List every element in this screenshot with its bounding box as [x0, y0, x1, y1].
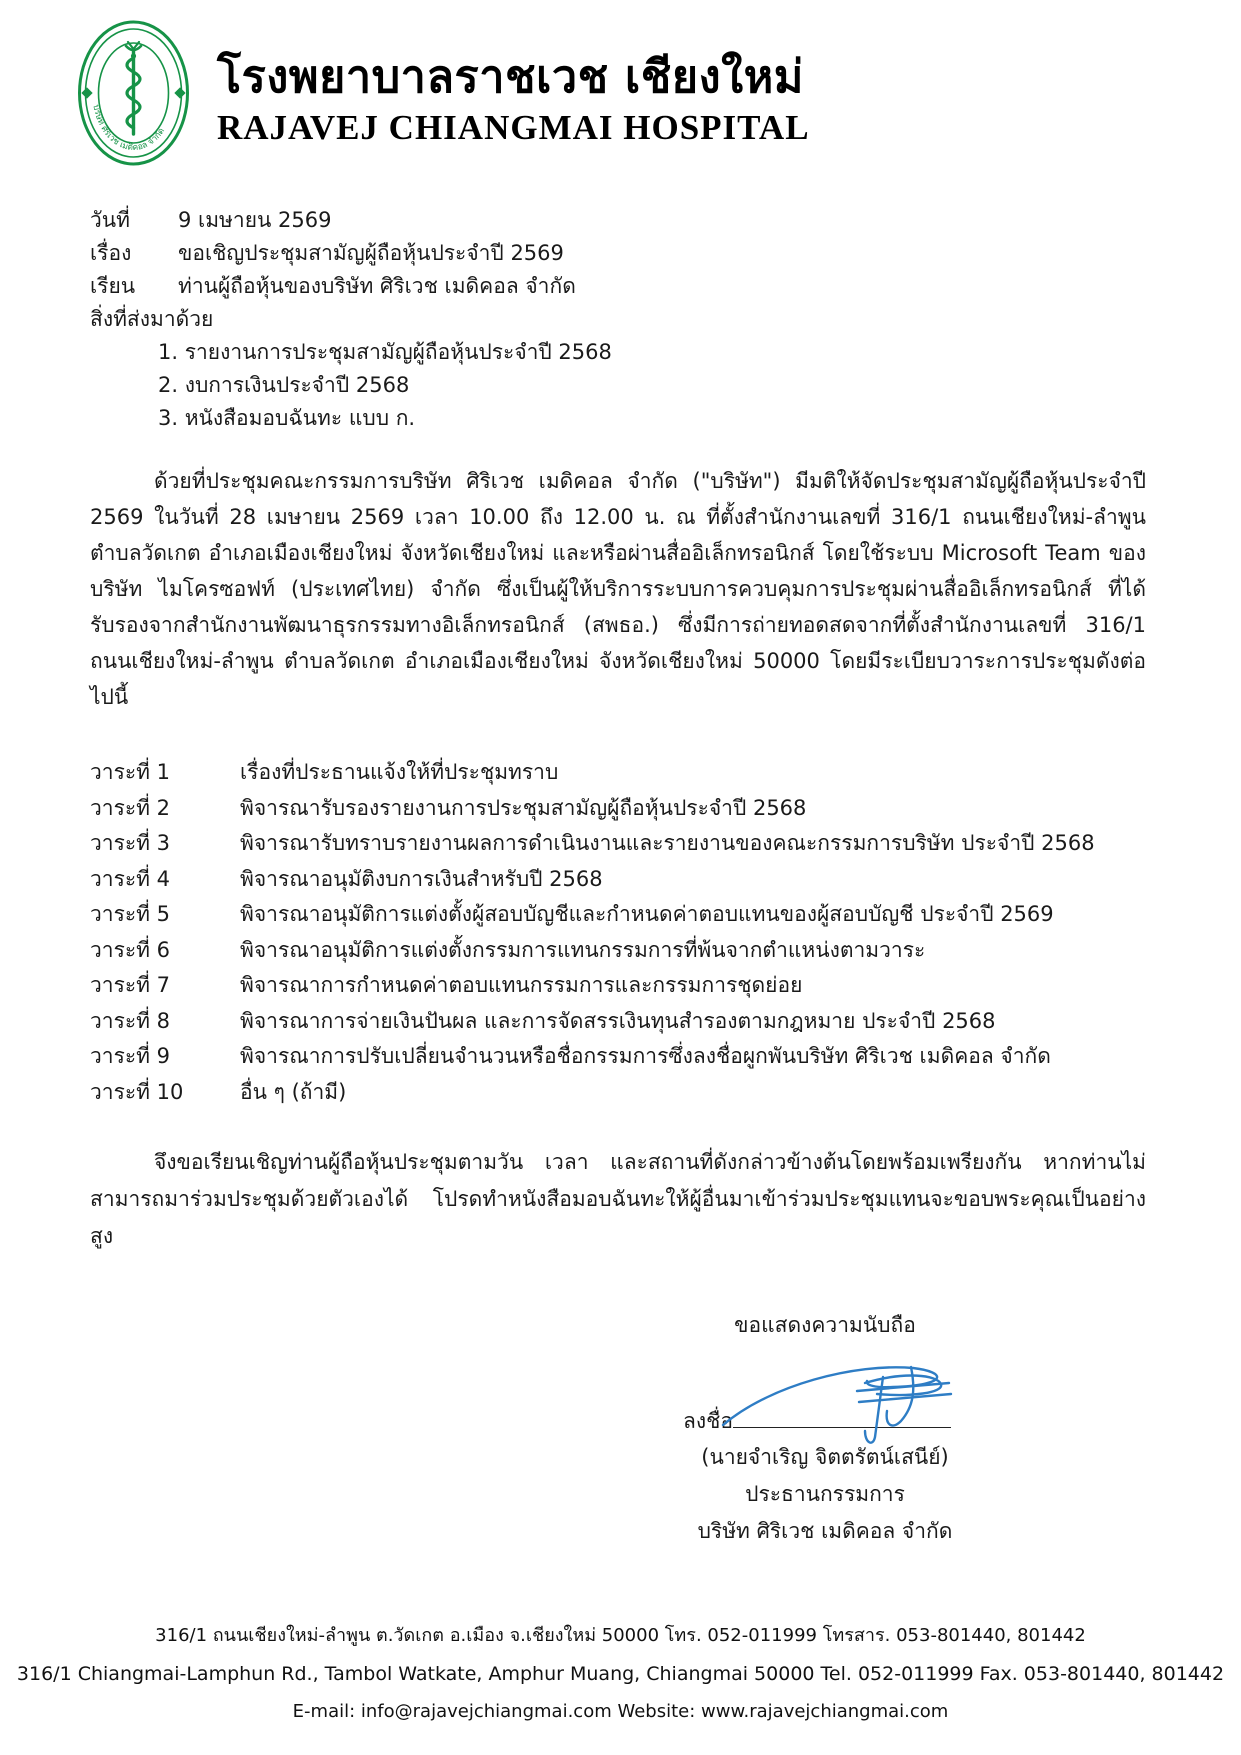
signature-block — [675, 1307, 975, 1550]
letter-body — [0, 204, 1241, 1550]
attachments-list — [158, 336, 1146, 435]
agenda-item — [90, 826, 1146, 862]
closing-paragraph: จึงขอเรียนเชิญท่านผู้ถือหุ้นประชุมตามวัน เวลา และสถานที่ดังกล่าวข้างต้นโดยพร้อมเพรียงกัน หากท่านไม่สามารถมาร่วมประชุมด้วยตัวเองได้ โปรดทำหนังสือมอบฉันทะให้ผู้อื่นมาเข้าร่วมประชุมแทนจะขอบพระคุณเป็นอย่างสูง — [90, 1150, 1146, 1248]
agenda-number: วาระที่ 8 — [90, 1008, 171, 1033]
agenda-item — [90, 933, 1146, 969]
agenda-item — [90, 1075, 1146, 1111]
recipient-row — [90, 270, 1146, 303]
agenda-number: วาระที่ 5 — [90, 902, 171, 926]
agenda-text: พิจารณาอนุมัติการแต่งตั้งกรรมการแทนกรรมการที่พ้นจากตำแหน่งตามวาระ — [240, 937, 926, 962]
salutation: ขอแสดงความนับถือ — [734, 1313, 916, 1337]
agenda-number: วาระที่ 6 — [90, 937, 171, 962]
signer-title: ประธานกรรมการ — [745, 1482, 905, 1506]
agenda-text: พิจารณาการปรับเปลี่ยนจำนวนหรือชื่อกรรมการซึ่งลงชื่อผูกพันบริษัท ศิริเวช เมดิคอล จำกัด — [240, 1044, 1051, 1068]
agenda-text: พิจารณารับทราบรายงานผลการดำเนินงานและรายงานของคณะกรรมการบริษัท ประจำปี 2568 — [240, 831, 1095, 855]
agenda-item — [90, 755, 1146, 791]
attachment-item: 3. หนังสือมอบฉันทะ แบบ ก. — [158, 406, 416, 430]
letter-footer — [0, 1617, 1241, 1731]
subject-value: ขอเชิญประชุมสามัญผู้ถือหุ้นประจำปี 2569 — [178, 241, 564, 265]
caduceus-icon — [126, 42, 141, 134]
agenda-text: อื่น ๆ (ถ้ามี) — [240, 1079, 347, 1104]
agenda-text: เรื่องที่ประธานแจ้งให้ที่ประชุมทราบ — [240, 760, 559, 784]
attachment-item: 2. งบการเงินประจำปี 2568 — [158, 373, 410, 397]
handwritten-signature — [715, 1357, 965, 1457]
agenda-item — [90, 968, 1146, 1004]
letter-meta — [90, 204, 1146, 435]
subject-label: เรื่อง — [90, 241, 132, 265]
agenda-number: วาระที่ 1 — [90, 760, 171, 784]
agenda-item — [90, 791, 1146, 827]
agenda-item — [90, 862, 1146, 898]
signer-company: บริษัท ศิริเวช เมดิคอล จำกัด — [697, 1519, 953, 1543]
letterhead — [0, 0, 1241, 168]
date-row — [90, 204, 1146, 237]
sign-line — [675, 1403, 975, 1439]
recipient-label: เรียน — [90, 274, 136, 298]
subject-row — [90, 237, 1146, 270]
agenda-number: วาระที่ 10 — [90, 1079, 184, 1104]
agenda-text: พิจารณาการจ่ายเงินปันผล และการจัดสรรเงินทุนสำรองตามกฎหมาย ประจำปี 2568 — [240, 1008, 996, 1033]
hospital-name-th: โรงพยาบาลราชเวช เชียงใหม่ — [217, 50, 804, 103]
svg-text:บริษัท ศิริเวช เมดิคอล จำกัด — [90, 104, 167, 153]
agenda-text: พิจารณาอนุมัติงบการเงินสำหรับปี 2568 — [240, 866, 603, 891]
footer-address-th: 316/1 ถนนเชียงใหม่-ลำพูน ต.วัดเกต อ.เมือง จ.เชียงใหม่ 50000 โทร. 052-011999 โทรสาร. 053-801440, 801442 — [155, 1625, 1086, 1646]
agenda-list — [90, 755, 1146, 1110]
agenda-item — [90, 1039, 1146, 1075]
footer-address-en: 316/1 Chiangmai-Lamphun Rd., Tambol Watkate, Amphur Muang, Chiangmai 50000 Tel. 052-011999 Fax. 053-801440, 801442 — [16, 1663, 1225, 1685]
hospital-name-en: RAJAVEJ CHIANGMAI HOSPITAL — [217, 107, 810, 147]
agenda-item — [90, 1004, 1146, 1040]
hospital-logo-icon — [76, 18, 191, 168]
attachment-item: 1. รายงานการประชุมสามัญผู้ถือหุ้นประจำปี 2568 — [158, 340, 612, 364]
agenda-text: พิจารณาการกำหนดค่าตอบแทนกรรมการและกรรมการชุดย่อย — [240, 973, 803, 997]
opening-paragraph: ด้วยที่ประชุมคณะกรรมการบริษัท ศิริเวช เมดิคอล จำกัด ("บริษัท") มีมติให้จัดประชุมสามัญผู้ถือหุ้นประจำปี 2569 ในวันที่ 28 เมษายน 2569 เวลา 10.00 ถึง 12.00 น. ณ ที่ตั้งสำนักงานเลขที่ 316/1 ถนนเชียงใหม่-ลำพูน ตำบลวัดเกต อำเภอเมืองเชียงใหม่ จังหวัดเชียงใหม่ และหรือผ่านสื่ออิเล็กทรอนิกส์ โดยใช้ระบบ Microsoft Team ของบริษัท ไมโครซอฟท์ (ประเทศไทย) จำกัด ซึ่งเป็นผู้ให้บริการระบบการควบคุมการประชุมผ่านสื่ออิเล็กทรอนิกส์ ที่ได้รับรองจากสำนักงานพัฒนาธุรกรรมทางอิเล็กทรอนิกส์ (สพธอ.) ซึ่งมีการถ่ายทอดสดจากที่ตั้งสำนักงานเลขที่ 316/1 ถนนเชียงใหม่-ลำพูน ตำบลวัดเกต อำเภอเมืองเชียงใหม่ จังหวัดเชียงใหม่ 50000 โดยมีระเบียบวาระการประชุมดังต่อไปนี้ — [90, 469, 1146, 709]
agenda-number: วาระที่ 7 — [90, 973, 171, 997]
attachments-label: สิ่งที่ส่งมาด้วย — [90, 307, 214, 331]
logo-ring-text: บริษัท ศิริเวช เมดิคอล จำกัด — [90, 103, 168, 154]
date-label: วันที่ — [90, 208, 130, 232]
agenda-item — [90, 897, 1146, 933]
agenda-number: วาระที่ 3 — [90, 831, 171, 855]
sign-label: ลงชื่อ — [683, 1409, 733, 1433]
agenda-number: วาระที่ 4 — [90, 866, 171, 891]
recipient-value: ท่านผู้ถือหุ้นของบริษัท ศิริเวช เมดิคอล จำกัด — [178, 274, 576, 298]
agenda-text: พิจารณารับรองรายงานการประชุมสามัญผู้ถือหุ้นประจำปี 2568 — [240, 795, 807, 820]
agenda-number: วาระที่ 9 — [90, 1044, 171, 1068]
agenda-text: พิจารณาอนุมัติการแต่งตั้งผู้สอบบัญชีและกำหนดค่าตอบแทนของผู้สอบบัญชี ประจำปี 2569 — [240, 902, 1054, 926]
date-value: 9 เมษายน 2569 — [178, 208, 332, 232]
signer-name: (นายจำเริญ จิตตรัตน์เสนีย์) — [701, 1445, 949, 1469]
footer-contact: E-mail: info@rajavejchiangmai.com Website: www.rajavejchiangmai.com — [292, 1701, 949, 1722]
agenda-number: วาระที่ 2 — [90, 795, 171, 820]
